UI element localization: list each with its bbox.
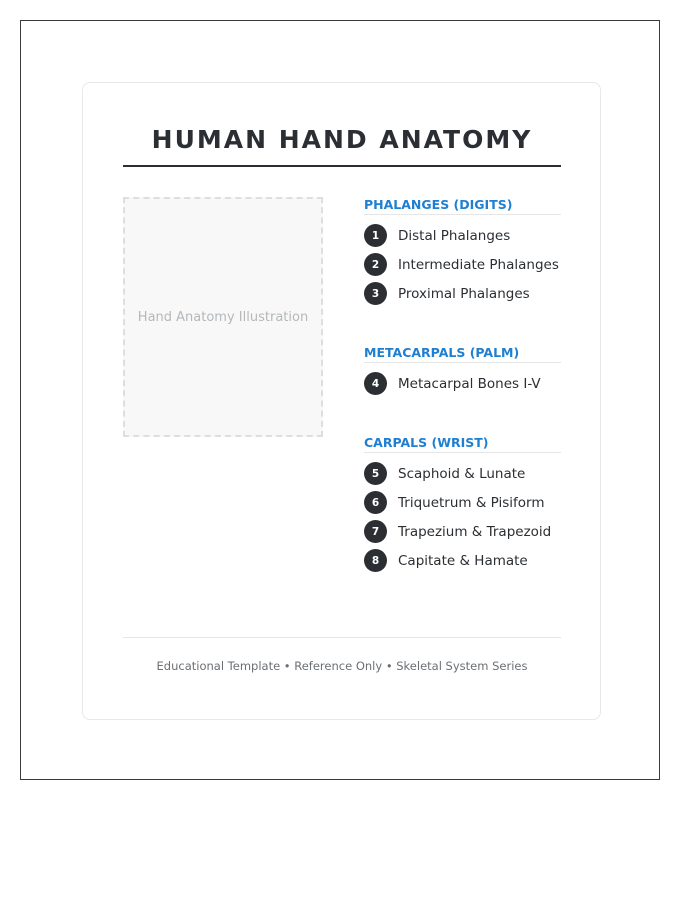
number-badge: 4 bbox=[364, 372, 387, 395]
section-heading: CARPALS (WRIST) bbox=[364, 435, 561, 453]
legend-item-label: Trapezium & Trapezoid bbox=[398, 523, 552, 540]
title-divider bbox=[123, 165, 561, 167]
number-badge: 7 bbox=[364, 520, 387, 543]
number-badge: 6 bbox=[364, 491, 387, 514]
legend-item bbox=[364, 253, 561, 276]
number-badge: 1 bbox=[364, 224, 387, 247]
legend-item bbox=[364, 549, 561, 572]
legend-item bbox=[364, 372, 561, 395]
page-frame bbox=[20, 20, 660, 780]
legend-item-label: Proximal Phalanges bbox=[398, 285, 530, 302]
footer-text: Educational Template • Reference Only • Skeletal System Series bbox=[156, 659, 528, 673]
legend-item-label: Metacarpal Bones I-V bbox=[398, 375, 541, 392]
legend-item-label: Capitate & Hamate bbox=[398, 552, 528, 569]
legend-item-label: Scaphoid & Lunate bbox=[398, 465, 526, 482]
number-badge: 8 bbox=[364, 549, 387, 572]
legend-item bbox=[364, 491, 561, 514]
section-carpals bbox=[364, 435, 561, 572]
section-phalanges bbox=[364, 197, 561, 305]
legend-item-label: Intermediate Phalanges bbox=[398, 256, 559, 273]
number-badge: 2 bbox=[364, 253, 387, 276]
legend-item bbox=[364, 462, 561, 485]
footer-divider bbox=[123, 637, 561, 638]
page-title: HUMAN HAND ANATOMY bbox=[151, 125, 533, 154]
section-heading: PHALANGES (DIGITS) bbox=[364, 197, 561, 215]
legend-item-label: Distal Phalanges bbox=[398, 227, 511, 244]
legend-item-label: Triquetrum & Pisiform bbox=[398, 494, 545, 511]
bone-legend bbox=[364, 197, 561, 612]
section-metacarpals bbox=[364, 345, 561, 395]
number-badge: 3 bbox=[364, 282, 387, 305]
anatomy-card bbox=[82, 82, 601, 720]
legend-item bbox=[364, 224, 561, 247]
legend-item bbox=[364, 282, 561, 305]
section-heading: METACARPALS (PALM) bbox=[364, 345, 561, 363]
illustration-placeholder-label: Hand Anatomy Illustration bbox=[137, 309, 309, 325]
legend-item bbox=[364, 520, 561, 543]
illustration-placeholder bbox=[123, 197, 323, 437]
number-badge: 5 bbox=[364, 462, 387, 485]
